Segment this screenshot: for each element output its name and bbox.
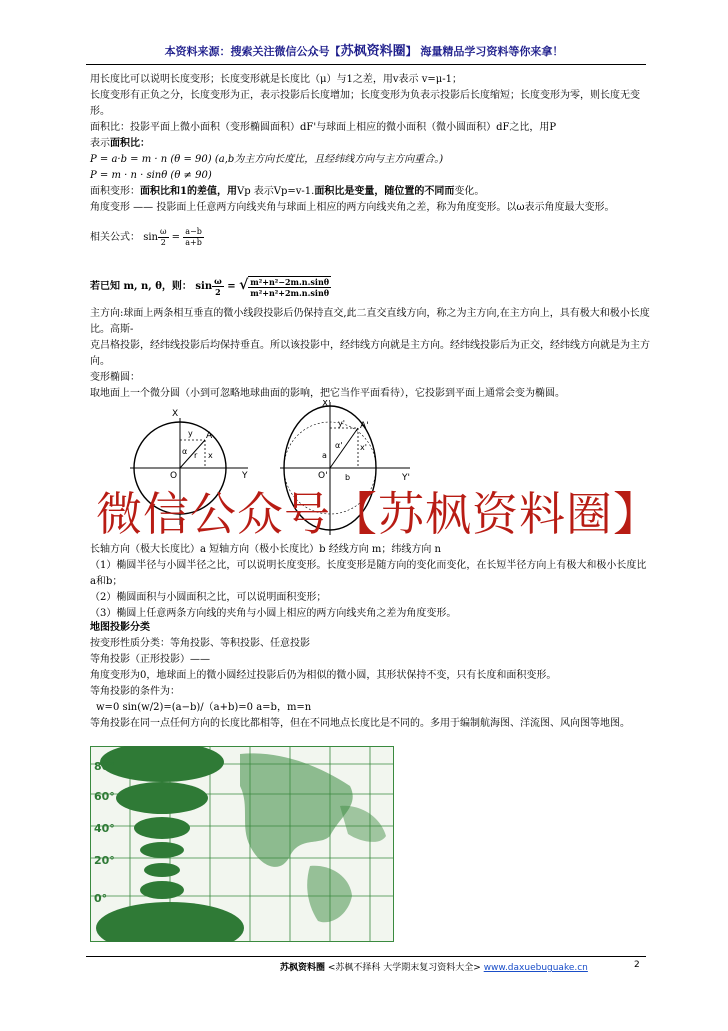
indicatrix-10 [140, 881, 184, 899]
known-formula-sin: sin [195, 281, 213, 292]
label-X-prime: X' [322, 400, 331, 409]
header-divider [86, 64, 646, 65]
paragraph-gauss-kruger: 克吕格投影，经纬线投影后均保持垂直。所以该投影中，经纬线方向就是主方向。经纬线投影后为正交，经纬线方向就是为主方向。 [90, 340, 650, 367]
header-prefix: 本资料来源：搜索关注微信公众号【 [164, 45, 341, 58]
formula-conformal-condition: w=0 sin(w/2)=(a−b)/（a+b)=0 a=b，m=n [96, 702, 312, 713]
paragraph-differential-circle: 取地面上一个微分圆（小到可忽略地球曲面的影响，把它当作平面看待），它投影到平面上通常会变为椭圆。 [90, 388, 565, 399]
area-def-bold1: 面积比和1的差值，用 [140, 186, 237, 197]
known-formula-half-omega: $\frac{\omega}{2}$ [214, 276, 222, 297]
label-a: a [322, 451, 327, 460]
heading-deformation-ellipse: 变形椭圆： [90, 372, 140, 383]
area-def-formula: Vp 表示Vp=v-1. [236, 186, 315, 197]
paragraph-conformal-condition-label: 等角投影的条件为： [90, 686, 180, 697]
page-header [0, 40, 728, 59]
paragraph-ellipse-2: （2）椭圆面积与小圆面积之比，可以说明面积变形； [90, 592, 327, 603]
known-formula: 若已知 m, n, θ，则： sin $\frac{\omega}{2}$ = √ $\frac{\text{m²+n²−2m.n.sinθ}}{\text{m²+n²+2m.n.sinθ}}$ [90, 276, 330, 298]
area-ratio-heading: 面积比： [110, 138, 150, 149]
lat-label-60: 60° [94, 790, 115, 803]
lat-label-80: 80° [94, 760, 115, 773]
label-y-prime: y' [338, 419, 345, 428]
label-Y: Y [242, 471, 248, 481]
header-brand: 苏枫资料圈 [340, 44, 406, 59]
area-def-end: 变化。 [454, 186, 485, 197]
label-O-prime: O' [318, 471, 328, 481]
heading-projection-classification: 地图投影分类 [90, 622, 150, 633]
paragraph-area-ratio-label [90, 136, 650, 152]
footer-brand: 苏枫资料圈 [280, 963, 326, 973]
watermark: 微信公众号【苏枫资料圈】 [96, 487, 660, 541]
indicatrix-30 [140, 842, 184, 858]
lat-label-20: 20° [94, 854, 115, 867]
footer-text: <苏枫不择科 大学期末复习资料大全> [325, 963, 484, 973]
footer-divider [86, 956, 646, 957]
label-alpha-prime: α' [335, 441, 343, 450]
label-A: A [206, 431, 213, 441]
footer-link[interactable]: www.daxuebuguake.cn [483, 963, 588, 973]
paragraph-angle-deformation: 角度变形 —— 投影面上任意两方向线夹角与球面上相应的两方向线夹角之差，称为角度变形。以ω表示角度最大变形。 [90, 202, 615, 213]
known-formula-fraction: $\frac{\text{m²+n²−2m.n.sinθ}}{\text{m²+n²+2m.n.sinθ}}$ [250, 276, 330, 298]
label-y: y [188, 429, 193, 438]
related-formula-half-omega: $\frac{\omega}{2}$ [159, 227, 167, 247]
formula-area-ratio-theta: P = m · n · sinθ (θ ≠ 90) [90, 170, 212, 181]
known-formula-label: 若已知 m, n, θ，则： [90, 281, 192, 292]
lat-label-0: 0° [94, 892, 108, 905]
area-def-label: 面积变形： [90, 186, 140, 197]
related-formula-fraction: $\frac{a-b}{a+b}$ [185, 227, 202, 247]
lat-label-40: 40° [94, 822, 115, 835]
paragraph-area-deformation [90, 184, 650, 200]
area-ratio-prefix: 表示 [90, 138, 110, 149]
related-formula-sin: sin [143, 232, 158, 243]
related-formula-label: 相关公式： [90, 232, 140, 243]
heading-conformal-projection: 等角投影（正形投影）—— [90, 654, 210, 665]
paragraph-length-deformation: 用长度比可以说明长度变形；长度变形就是长度比（μ）与1之差，用v表示 v=μ-1； [90, 74, 462, 85]
page-footer [280, 960, 588, 973]
formula-area-ratio-90: P = a·b = m · n (θ = 90) (a,b为主方向长度比，且经纬线方向与主方向重合。) [90, 154, 444, 165]
label-X: X [172, 409, 179, 419]
label-b: b [345, 473, 351, 482]
page-number: 2 [634, 960, 640, 970]
header-suffix: 】 海量精品学习资料等你来拿！ [405, 45, 564, 58]
label-O: O [170, 471, 178, 481]
paragraph-axis-directions: 长轴方向（极大长度比）a 短轴方向（极小长度比）b 经线方向 m；纬线方向 n [90, 544, 442, 555]
paragraph-conformal-usage: 等角投影在同一点任何方向的长度比都相等，但在不同地点长度比是不同的。多用于编制航海图、洋流图、风向图等地图。 [90, 718, 630, 729]
label-A-prime: A' [360, 421, 369, 431]
paragraph-ellipse-3: （3）椭圆上任意两条方向线的夹角与小圆上相应的两方向线夹角之差为角度变形。 [90, 608, 457, 619]
label-r: r [194, 451, 198, 460]
label-alpha: α [182, 447, 188, 456]
indicatrix-20 [144, 863, 180, 877]
mercator-map-figure [90, 746, 394, 942]
indicatrix-60 [116, 782, 208, 814]
paragraph-area-ratio: 面积比：投影平面上微小面积（变形椭圆面积）dF'与球面上相应的微小面积（微小圆面积）dF之比，用P [90, 122, 557, 133]
indicatrix-40 [134, 817, 190, 839]
paragraph-length-sign: 长度变形有正负之分，长度变形为正，表示投影后长度增加；长度变形为负表示投影后长度缩短；长度变形为零，则长度无变形。 [90, 90, 640, 117]
label-x: x [208, 451, 213, 460]
label-Y-prime: Y' [402, 473, 410, 483]
area-def-bold2: 面积比是变量，随位置的不同而 [314, 186, 455, 197]
paragraph-conformal-definition: 角度变形为0，地球面上的微小圆经过投影后仍为相似的微小圆，其形状保持不变，只有长度和面积变形。 [90, 670, 557, 681]
paragraph-classification: 按变形性质分类：等角投影、等积投影、任意投影 [90, 638, 310, 649]
paragraph-ellipse-1: （1）椭圆半径与小圆半径之比，可以说明长度变形。长度变形是随方向的变化而变化，在长短半径方向上有极大和极小长度比a和b； [90, 560, 647, 587]
related-formula: 相关公式： sin $\frac{\omega}{2}$ = $\frac{a-b}{a+b}$ [90, 227, 202, 247]
paragraph-principal-direction: 主方向:球面上两条相互垂直的微小线段投影后仍保持直交,此二直交直线方向，称之为主方向,在主方向上，具有极大和极小长度比。高斯- [90, 308, 650, 335]
label-x-prime: x' [360, 443, 367, 452]
